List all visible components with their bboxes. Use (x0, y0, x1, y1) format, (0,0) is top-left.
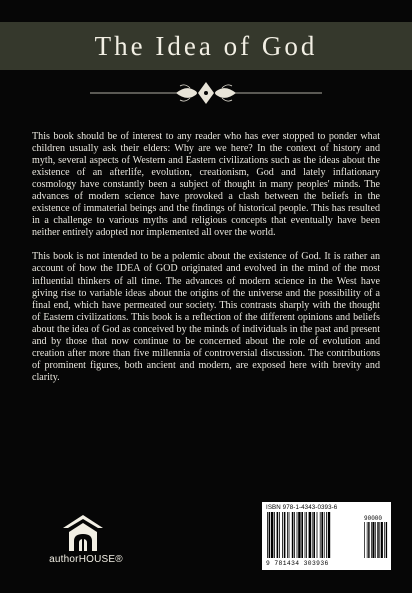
barcode-bar (301, 512, 303, 558)
scroll-ornament-icon (90, 80, 322, 106)
barcode-addon-bar (372, 522, 374, 558)
barcode-bar (320, 512, 321, 558)
barcode-bar (321, 512, 323, 558)
barcode-addon-bar (379, 522, 380, 558)
barcode-bars (266, 512, 388, 560)
publisher-name: authorHOUSE® (49, 554, 123, 565)
barcode-bar (284, 512, 286, 558)
barcode-addon-bar (377, 522, 378, 558)
blurb-paragraph-1: This book should be of interest to any reader who has ever stopped to ponder what children usually ask their elders: Why are we here? In the context of history and myth, several aspects of Western and Eastern civilizations such as the ideas about the existence of an afterlife, evolution, creationism, God and lately inflationary cosmology have constantly been a subject of thought in many peoples' minds. The advances of modern science have provoked a clash between the beliefs in the existence of immaterial beings and the findings of historical people. This has resulted in a challenge to various myths and religious concepts that eventually have been neither entirely adopted nor implemented all over the world. (32, 131, 380, 239)
barcode-addon-bar (367, 522, 368, 558)
barcode-bar (317, 512, 318, 558)
price-code: 90000 (364, 515, 383, 522)
barcode-addon-bar (368, 522, 369, 558)
isbn-label: ISBN 978-1-4343-0393-6 (266, 504, 338, 511)
isbn-barcode (262, 502, 391, 570)
ean-digits: 9 781434 303936 (266, 560, 329, 567)
barcode-bar (326, 512, 327, 558)
barcode-bar (306, 512, 307, 558)
barcode-bar (305, 512, 306, 558)
blurb (32, 131, 380, 396)
barcode-addon-bar (371, 522, 372, 558)
barcode-bar (309, 512, 311, 558)
blurb-paragraph-2: This book is not intended to be a polemic about the existence of God. It is rather an account of how the IDEA of GOD originated and evolved in the mind of the most influential thinkers of all time. The advances of modern science in the West have giving rise to variable ideas about the origins of the universe and the possibility of a final end, which have permeated our society. This contrasts sharply with the thought of Eastern civilizations. This book is a reflection of the different opinions and beliefs about the idea of God as conceived by the minds of individuals in the past and present and by those that now continue to be concerned about the role of evolution and creation after more than five millennia of controversial discussion. The contributions of prominent figures, both ancient and modern, are exposed here with brevity and clarity. (32, 251, 380, 383)
barcode-bar (279, 512, 280, 558)
barcode-bar (324, 512, 325, 558)
barcode-addon-bar (381, 522, 383, 558)
barcode-bar (269, 512, 271, 558)
barcode-bar (274, 512, 275, 558)
barcode-bar (313, 512, 315, 558)
barcode-bar (294, 512, 295, 558)
barcode-bar (289, 512, 290, 558)
barcode-bar (328, 512, 330, 558)
barcode-bar (277, 512, 279, 558)
barcode-bar (298, 512, 300, 558)
barcode-bar (312, 512, 313, 558)
book-title: The Idea of God (94, 31, 318, 61)
barcode-bar (287, 512, 288, 558)
barcode-addon-bar (386, 522, 387, 558)
barcode-addon-bar (375, 522, 376, 558)
barcode-bar (297, 512, 298, 558)
barcode-bar (292, 512, 294, 558)
barcode-addon-bar (364, 522, 365, 558)
barcode-bar (282, 512, 283, 558)
barcode-bar (271, 512, 273, 558)
authorhouse-house-icon (62, 514, 104, 552)
barcode-bar (267, 512, 268, 558)
barcode-addon-bar (384, 522, 385, 558)
